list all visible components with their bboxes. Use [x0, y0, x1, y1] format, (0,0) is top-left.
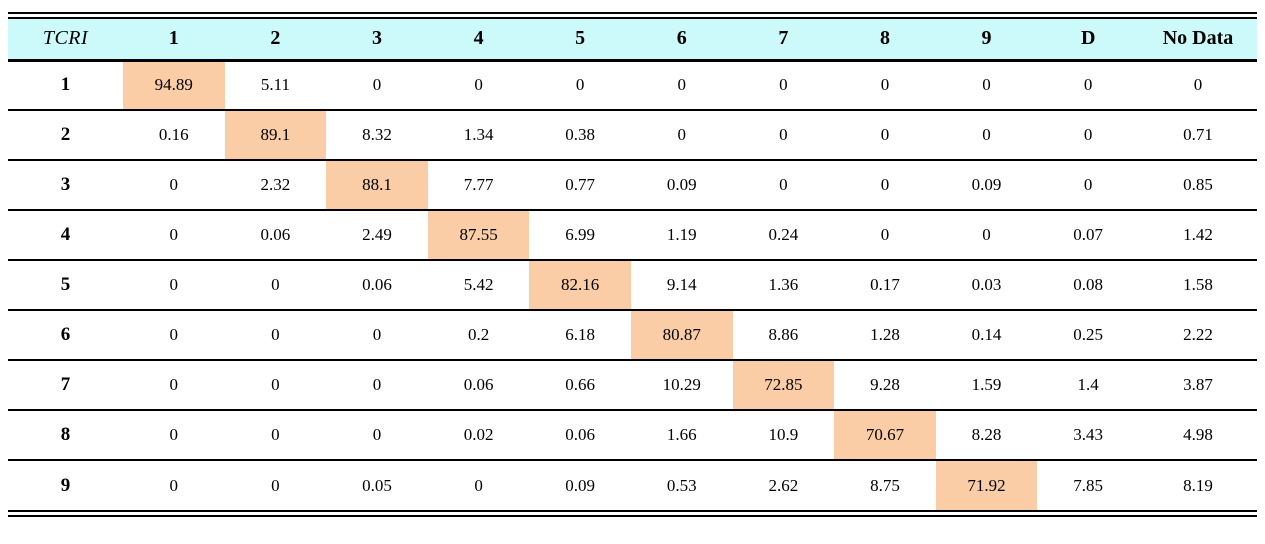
row-label-2: 2	[60, 124, 71, 145]
table-cell: 0	[1083, 175, 1093, 194]
diagonal-cell: 70.67	[834, 410, 936, 460]
table-cell: 8.75	[870, 475, 900, 495]
table-cell: 0	[1193, 75, 1203, 95]
table-cell: 0.17	[870, 275, 900, 294]
table-row-5	[8, 260, 1257, 310]
table-cell: 10.29	[662, 375, 701, 394]
table-cell: 1.58	[1183, 275, 1213, 294]
table-cell: 0	[880, 225, 890, 244]
table-cell: 0.66	[565, 375, 596, 394]
table-cell: 0	[169, 375, 179, 394]
table-cell: 1.42	[1183, 225, 1213, 244]
table-cell: 0.08	[1073, 275, 1104, 294]
table-cell: 0	[779, 75, 788, 95]
diagonal-cell: 88.1	[326, 160, 428, 210]
table-cell: 0.85	[1183, 175, 1213, 194]
table-cell: 0.16	[158, 125, 189, 144]
diagonal-cell: 71.92	[936, 460, 1038, 510]
table-cell: 1.36	[768, 275, 799, 294]
table-cell: 0	[169, 175, 179, 194]
column-header-no-data: No Data	[1139, 19, 1257, 60]
column-header-3: 3	[326, 19, 428, 60]
table-cell: 0.14	[971, 325, 1002, 344]
table-cell: 1.66	[666, 425, 697, 444]
table-cell: 0.38	[565, 125, 596, 144]
table-cell: 0	[575, 75, 585, 95]
table-cell: 1.4	[1077, 375, 1099, 394]
column-header-4: 4	[428, 19, 530, 60]
table-row-6	[8, 310, 1257, 360]
table-cell: 3.43	[1073, 425, 1104, 444]
table-cell: 0.06	[260, 225, 291, 244]
table-cell: 7.77	[463, 175, 494, 194]
table-row-9	[8, 460, 1257, 510]
table-cell: 8.86	[768, 325, 799, 344]
table-cell: 0	[982, 125, 991, 144]
diagonal-cell: 82.16	[529, 260, 631, 310]
table-cell: 0.05	[362, 475, 392, 495]
table-cell: 0	[474, 475, 483, 495]
table-cell: 0.09	[971, 175, 1002, 194]
table-cell: 0.06	[362, 275, 392, 294]
table-cell: 0.71	[1183, 125, 1213, 144]
table-cell: 9.28	[870, 375, 900, 394]
table-cell: 0.53	[666, 475, 697, 495]
row-label-3: 3	[60, 174, 71, 195]
table-cell: 2.22	[1183, 325, 1213, 344]
diagonal-cell: 80.87	[631, 310, 733, 360]
table-cell: 0	[677, 125, 687, 144]
table-cell: 0.09	[666, 175, 697, 194]
table-cell: 0.25	[1073, 325, 1104, 344]
table-cell: 0	[169, 275, 179, 294]
table-cell: 6.18	[565, 325, 596, 344]
column-header-9: 9	[936, 19, 1038, 60]
row-label-1: 1	[60, 74, 71, 96]
table-cell: 0.2	[467, 325, 490, 344]
column-header-5: 5	[529, 19, 631, 60]
table-cell: 0.03	[971, 275, 1002, 294]
row-label-5: 5	[60, 274, 71, 295]
table-row-4	[8, 210, 1257, 260]
table-cell: 1.59	[971, 375, 1002, 394]
tcri-transition-matrix	[8, 19, 1257, 510]
row-label-4: 4	[60, 224, 71, 245]
row-label-8: 8	[60, 424, 71, 445]
row-label-9: 9	[60, 474, 71, 496]
table-cell: 0	[271, 425, 280, 444]
diagonal-cell: 87.55	[428, 210, 530, 260]
table-cell: 8.32	[362, 125, 392, 144]
row-label-6: 6	[60, 324, 71, 345]
table-cell: 0.77	[565, 175, 596, 194]
table-cell: 0	[271, 375, 280, 394]
table-cell: 0	[169, 425, 179, 444]
transition-matrix-table-wrapper	[8, 12, 1257, 517]
diagonal-cell: 94.89	[123, 60, 225, 110]
column-header-8: 8	[834, 19, 936, 60]
table-cell: 0	[1083, 75, 1093, 95]
table-cell: 0	[271, 325, 280, 344]
table-cell: 0.24	[768, 225, 799, 244]
table-cell: 0	[372, 375, 382, 394]
table-cell: 0	[779, 125, 788, 144]
table-cell: 8.28	[971, 425, 1002, 444]
table-cell: 0	[271, 275, 280, 294]
table-cell: 1.28	[870, 325, 900, 344]
table-cell: 0	[271, 475, 280, 495]
table-cell: 0.06	[463, 375, 494, 394]
table-cell: 2.62	[768, 475, 799, 495]
table-cell: 1.19	[666, 225, 697, 244]
table-cell: 5.42	[463, 275, 494, 294]
table-cell: 0.02	[463, 425, 494, 444]
table-cell: 3.87	[1183, 375, 1213, 394]
table-cell: 0	[779, 175, 788, 194]
table-cell: 0.07	[1073, 225, 1104, 244]
table-cell: 0	[169, 475, 179, 495]
table-row-2	[8, 110, 1257, 160]
table-cell: 2.49	[362, 225, 392, 244]
table-cell: 0	[372, 75, 382, 95]
table-cell: 0	[372, 325, 382, 344]
table-cell: 0	[169, 225, 179, 244]
table-cell: 0	[169, 325, 179, 344]
table-cell: 0	[982, 225, 991, 244]
table-cell: 2.32	[260, 175, 291, 194]
row-label-7: 7	[60, 374, 71, 395]
table-cell: 0	[880, 125, 890, 144]
table-cell: 7.85	[1073, 475, 1104, 495]
column-header-7: 7	[733, 19, 835, 60]
header-row	[8, 19, 1257, 60]
table-cell: 0	[1083, 125, 1093, 144]
table-cell: 0	[880, 175, 890, 194]
table-cell: 9.14	[666, 275, 697, 294]
table-row-3	[8, 160, 1257, 210]
table-cell: 4.98	[1183, 425, 1213, 444]
table-cell: 6.99	[565, 225, 596, 244]
table-row-1	[8, 60, 1257, 110]
column-header-6: 6	[631, 19, 733, 60]
table-cell: 0	[677, 75, 687, 95]
table-cell: 1.34	[463, 125, 494, 144]
diagonal-cell: 89.1	[225, 110, 327, 160]
column-header-1: 1	[123, 19, 225, 60]
table-row-8	[8, 410, 1257, 460]
table-cell: 0	[880, 75, 890, 95]
table-cell: 0	[982, 75, 991, 95]
diagonal-cell: 72.85	[733, 360, 835, 410]
table-cell: 8.19	[1183, 475, 1213, 495]
table-cell: 0	[372, 425, 382, 444]
table-cell: 5.11	[260, 75, 290, 95]
column-header-d: D	[1037, 19, 1139, 60]
table-cell: 0	[474, 75, 483, 95]
column-header-2: 2	[225, 19, 327, 60]
table-row-7	[8, 360, 1257, 410]
corner-header-tcri: TCRI	[8, 19, 123, 60]
table-cell: 0.06	[565, 425, 596, 444]
table-cell: 10.9	[768, 425, 799, 444]
table-cell: 0.09	[565, 475, 596, 495]
